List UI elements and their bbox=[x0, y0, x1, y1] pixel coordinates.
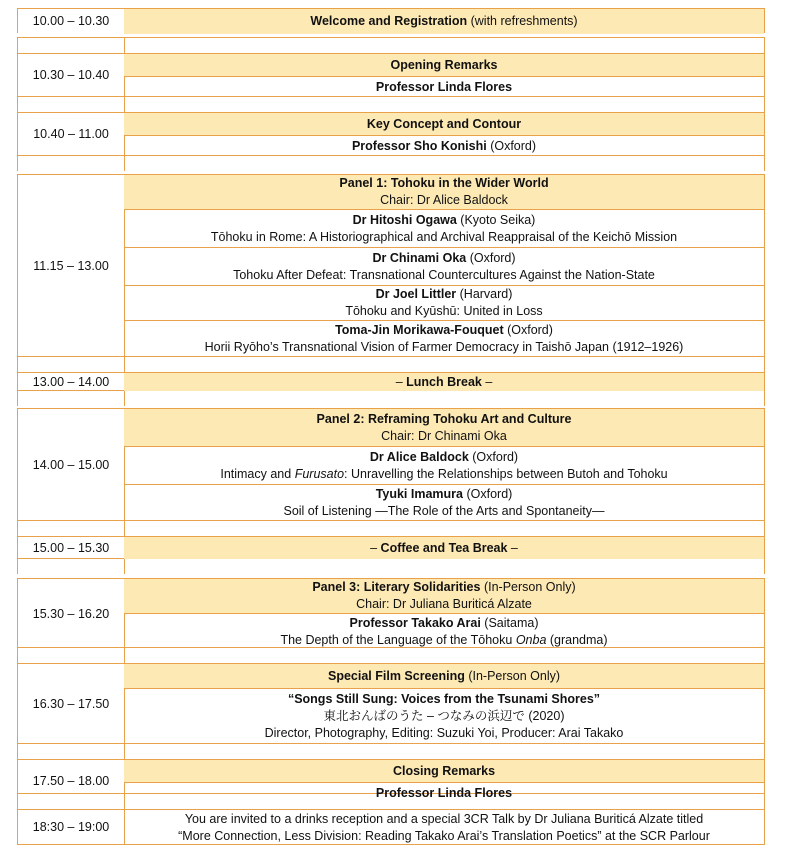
text-line bbox=[233, 267, 655, 284]
text-line bbox=[317, 411, 572, 428]
bold-text: Tyuki Imamura bbox=[375, 487, 463, 501]
text-line bbox=[205, 339, 684, 356]
text: (Saitama) bbox=[480, 615, 539, 630]
session-content bbox=[124, 810, 764, 844]
spacer-row bbox=[17, 96, 765, 112]
session-row bbox=[17, 8, 765, 33]
text: : Unravelling the Relationships between Butoh and Tohoku bbox=[344, 466, 668, 481]
spacer-row bbox=[17, 647, 765, 663]
text-line bbox=[393, 763, 495, 780]
session-detail-cell bbox=[124, 810, 764, 846]
spacer-time-cell bbox=[18, 97, 125, 112]
spacer-time-cell bbox=[18, 357, 125, 372]
text: (Oxford) bbox=[463, 487, 513, 501]
text: – bbox=[481, 374, 493, 389]
text-line bbox=[381, 428, 507, 445]
session-row bbox=[17, 809, 765, 845]
session-row bbox=[17, 663, 765, 743]
text-line bbox=[396, 374, 493, 391]
text-line bbox=[220, 466, 667, 483]
bold-text: Special Film Screening bbox=[327, 668, 465, 683]
text: – bbox=[507, 540, 518, 555]
session-heading-cell bbox=[124, 175, 764, 209]
time-slot: 10.30 – 10.40 bbox=[18, 54, 125, 96]
session-detail-cell bbox=[124, 688, 764, 744]
spacer-time-cell bbox=[18, 391, 125, 406]
session-row bbox=[17, 53, 765, 96]
spacer-row bbox=[17, 356, 765, 372]
text: (Oxford) bbox=[486, 138, 537, 153]
text-line bbox=[280, 632, 607, 649]
session-heading-cell bbox=[124, 409, 764, 446]
spacer-row bbox=[17, 155, 765, 171]
bold-text: Panel 1: Tohoku in the Wider World bbox=[339, 176, 549, 190]
text-line bbox=[376, 286, 513, 303]
bold-text: Dr Alice Baldock bbox=[369, 449, 469, 464]
text-line bbox=[376, 785, 512, 802]
session-heading-cell bbox=[124, 373, 764, 391]
text: Chair: Dr Chinami Oka bbox=[381, 428, 507, 443]
time-slot: 11.15 – 13.00 bbox=[18, 175, 125, 356]
time-slot: 15.00 – 15.30 bbox=[18, 537, 125, 558]
text-line bbox=[265, 725, 624, 742]
text-line bbox=[370, 449, 518, 466]
spacer-time-cell bbox=[18, 521, 125, 536]
session-detail-cell bbox=[124, 76, 764, 97]
session-content bbox=[124, 175, 764, 356]
session-detail-cell bbox=[124, 285, 764, 320]
spacer-row bbox=[17, 558, 765, 574]
bold-text: Professor Sho Konishi bbox=[351, 138, 487, 153]
session-heading-cell bbox=[124, 54, 764, 76]
text-line bbox=[328, 668, 560, 685]
text-line bbox=[376, 486, 513, 503]
session-row bbox=[17, 536, 765, 558]
text: You are invited to a drinks reception and a special 3CR Talk by Dr Juliana Buriticá Alzate titled bbox=[184, 812, 704, 826]
text: (In-Person Only) bbox=[464, 668, 561, 683]
text-line bbox=[178, 828, 710, 845]
text-line bbox=[339, 175, 548, 192]
text-line bbox=[391, 57, 498, 74]
spacer-time-cell bbox=[18, 38, 125, 53]
session-content bbox=[124, 760, 764, 802]
text: Horii Ryōho’s Transnational Vision of Farmer Democracy in Taishō Japan (1912–1926) bbox=[204, 340, 684, 354]
session-row bbox=[17, 112, 765, 155]
session-row bbox=[17, 174, 765, 356]
text: Soil of Listening —The Role of the Arts and Spontaneity— bbox=[283, 504, 605, 518]
text: Director, Photography, Editing: Suzuki Yoi, Producer: Arai Takako bbox=[264, 726, 624, 740]
bold-text: Panel 2: Reframing Tohoku Art and Culture bbox=[316, 411, 572, 426]
bold-text: Coffee and Tea Break bbox=[380, 540, 508, 555]
text-line bbox=[367, 116, 521, 133]
text-line bbox=[372, 250, 515, 267]
bold-text: Dr Hitoshi Ogawa bbox=[352, 212, 457, 227]
bold-text: Panel 3: Literary Solidarities bbox=[312, 580, 481, 594]
session-detail-cell bbox=[124, 782, 764, 803]
spacer-time-cell bbox=[18, 559, 125, 574]
session-heading-cell bbox=[124, 664, 764, 688]
session-row bbox=[17, 578, 765, 648]
text-line bbox=[211, 229, 677, 246]
text-line bbox=[356, 596, 532, 613]
session-content bbox=[124, 113, 764, 155]
session-detail-cell bbox=[124, 484, 764, 521]
text-line bbox=[283, 503, 604, 520]
time-slot: 14.00 – 15.00 bbox=[18, 409, 125, 520]
text: (grandma) bbox=[546, 632, 608, 647]
session-detail-cell bbox=[124, 135, 764, 156]
schedule-table bbox=[17, 8, 765, 845]
time-slot: 13.00 – 14.00 bbox=[18, 373, 125, 390]
session-content bbox=[124, 9, 764, 33]
session-detail-cell bbox=[124, 247, 764, 285]
session-heading-cell bbox=[124, 579, 764, 613]
italic-text: Furusato bbox=[294, 466, 345, 481]
text: – bbox=[370, 540, 381, 555]
text-line bbox=[345, 303, 542, 320]
text-line bbox=[323, 708, 564, 725]
spacer-time-cell bbox=[18, 648, 125, 663]
spacer-row bbox=[17, 390, 765, 406]
session-heading-cell bbox=[124, 760, 764, 782]
text: Tōhoku in Rome: A Historiographical and Archival Reappraisal of the Keichō Mission bbox=[210, 229, 678, 244]
bold-text: Welcome and Registration bbox=[310, 14, 468, 28]
text: (Oxford) bbox=[466, 250, 516, 265]
spacer-row bbox=[17, 37, 765, 53]
bold-text: Professor Linda Flores bbox=[375, 79, 513, 94]
text-line bbox=[335, 322, 553, 339]
bold-text: Toma-Jin Morikawa-Fouquet bbox=[335, 323, 504, 337]
session-detail-cell bbox=[124, 446, 764, 484]
time-slot: 10.00 – 10.30 bbox=[18, 9, 125, 33]
text: Chair: Dr Alice Baldock bbox=[380, 193, 508, 207]
bold-text: “Songs Still Sung: Voices from the Tsunami Shores” bbox=[287, 692, 601, 706]
text-line bbox=[376, 79, 512, 96]
bold-text: Closing Remarks bbox=[392, 763, 496, 778]
text: 東北おんばのうた – つなみの浜辺で (2020) bbox=[323, 709, 565, 723]
session-content bbox=[124, 664, 764, 743]
time-slot: 15.30 – 16.20 bbox=[18, 579, 125, 648]
text-line bbox=[352, 138, 536, 155]
spacer-row bbox=[17, 520, 765, 536]
text: The Depth of the Language of the Tōhoku bbox=[280, 632, 516, 647]
text: (Oxford) bbox=[503, 323, 553, 337]
italic-text: Onba bbox=[515, 632, 547, 647]
text-line bbox=[288, 691, 600, 708]
bold-text: Key Concept and Contour bbox=[366, 116, 522, 131]
session-content bbox=[124, 409, 764, 520]
text: Intimacy and bbox=[220, 466, 295, 481]
bold-text: Professor Linda Flores bbox=[375, 785, 513, 800]
text-line bbox=[310, 13, 577, 30]
text-line bbox=[185, 811, 703, 828]
bold-text: Professor Takako Arai bbox=[349, 615, 481, 630]
text: (Oxford) bbox=[468, 449, 519, 464]
bold-text: Opening Remarks bbox=[390, 57, 498, 72]
bold-text: Dr Joel Littler bbox=[375, 287, 457, 301]
text-line bbox=[370, 540, 518, 557]
text: (Kyoto Seika) bbox=[456, 212, 536, 227]
session-detail-cell bbox=[124, 613, 764, 649]
text-line bbox=[312, 579, 575, 596]
session-content bbox=[124, 54, 764, 96]
text: (Harvard) bbox=[456, 287, 513, 301]
text: (with refreshments) bbox=[467, 14, 578, 28]
bold-text: Dr Chinami Oka bbox=[372, 250, 467, 265]
session-row bbox=[17, 408, 765, 520]
session-row bbox=[17, 759, 765, 802]
text-line bbox=[380, 192, 508, 209]
spacer-time-cell bbox=[18, 156, 125, 171]
time-slot: 10.40 – 11.00 bbox=[18, 113, 125, 155]
time-slot: 16.30 – 17.50 bbox=[18, 664, 125, 743]
session-content bbox=[124, 537, 764, 558]
text: Tohoku After Defeat: Transnational Countercultures Against the Nation-State bbox=[233, 267, 655, 282]
session-heading-cell bbox=[124, 9, 764, 34]
text: “More Connection, Less Division: Reading Takako Arai’s Translation Poetics” at the SCR Parlour bbox=[178, 829, 710, 843]
spacer-row bbox=[17, 743, 765, 759]
session-row bbox=[17, 372, 765, 390]
session-content bbox=[124, 373, 764, 390]
session-content bbox=[124, 579, 764, 648]
text-line bbox=[353, 212, 536, 229]
time-slot: 17.50 – 18.00 bbox=[18, 760, 125, 802]
session-detail-cell bbox=[124, 320, 764, 357]
text: Tōhoku and Kyūshū: United in Loss bbox=[345, 304, 543, 318]
session-detail-cell bbox=[124, 209, 764, 247]
text: – bbox=[395, 374, 407, 389]
session-heading-cell bbox=[124, 537, 764, 559]
text: (In-Person Only) bbox=[480, 580, 576, 594]
bold-text: Lunch Break bbox=[406, 374, 482, 389]
spacer-time-cell bbox=[18, 744, 125, 759]
time-slot: 18:30 – 19:00 bbox=[18, 810, 125, 844]
session-heading-cell bbox=[124, 113, 764, 135]
text: Chair: Dr Juliana Buriticá Alzate bbox=[356, 597, 532, 611]
text-line bbox=[350, 615, 539, 632]
